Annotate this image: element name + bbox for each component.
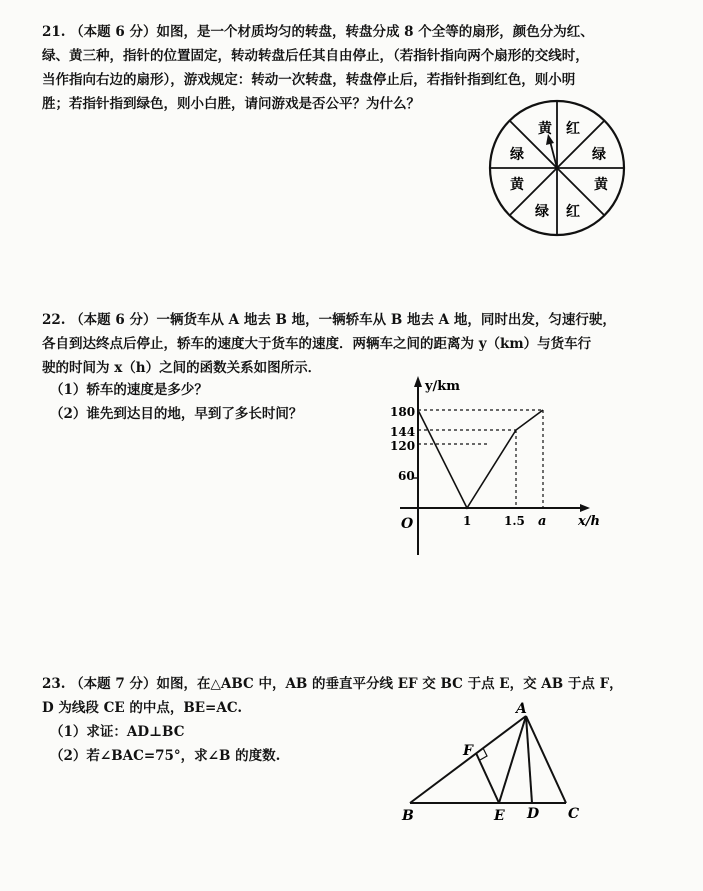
- question-22-text: [42, 308, 672, 380]
- origin-label: O: [401, 516, 414, 532]
- sector-label: 黄: [594, 177, 608, 193]
- point-C-label: C: [568, 806, 580, 822]
- y-tick-label: 144: [390, 425, 416, 439]
- sector-label: 绿: [592, 147, 606, 163]
- x-tick-label: 1.5: [504, 514, 525, 528]
- q21-line: 21. （本题 6 分）如图，是一个材质均匀的转盘，转盘分成 8 个全等的扇形，颜色分为红、: [42, 24, 594, 40]
- q23-line: 23. （本题 7 分）如图，在△ABC 中，AB 的垂直平分线 EF 交 BC 于点 E，交 AB 于点 F，: [42, 676, 623, 692]
- sector-label: 红: [566, 204, 580, 220]
- graph-polyline: [418, 410, 543, 508]
- q21-line: 当作指向右边的扇形），游戏规定：转动一次转盘，转盘停止后，若指针指到红色，则小明: [42, 72, 576, 88]
- sector-label: 绿: [535, 204, 549, 220]
- y-tick-label: 180: [390, 405, 416, 419]
- q22-line: 22. （本题 6 分）一辆货车从 A 地去 B 地，一辆轿车从 B 地去 A 地，同时出发，匀速行驶，: [42, 312, 616, 328]
- question-23-text: [42, 672, 672, 720]
- x-axis-arrow: [580, 504, 590, 512]
- y-tick-label: 120: [390, 439, 416, 453]
- q21-line: 绿、黄三种，指针的位置固定，转动转盘后任其自由停止，（若指针指向两个扇形的交线时，: [42, 48, 589, 64]
- point-F-label: F: [463, 743, 473, 759]
- y-axis-label: y/km: [425, 379, 461, 394]
- x-axis-label: x/h: [578, 514, 600, 529]
- spinner-wheel: [490, 101, 624, 235]
- q23-sub2: （2）若∠BAC=75°，求∠B 的度数.: [50, 748, 281, 764]
- q23-line: D 为线段 CE 的中点，BE=AC.: [42, 700, 243, 716]
- sector-label: 黄: [538, 121, 552, 137]
- point-B-label: B: [402, 808, 414, 824]
- point-D-label: D: [527, 806, 540, 822]
- q22-sub2: （2）谁先到达目的地，早到了多长时间？: [50, 406, 303, 422]
- x-tick-label: a: [538, 514, 547, 529]
- q22-line: 驶的时间为 x（h）之间的函数关系如图所示．: [42, 360, 322, 376]
- sector-label: 黄: [510, 177, 524, 193]
- point-A-label: A: [516, 701, 527, 717]
- y-tick-label: 60: [398, 469, 415, 483]
- point-E-label: E: [494, 808, 505, 824]
- distance-time-graph: [390, 376, 600, 555]
- triangle-figure: [410, 716, 566, 803]
- q21-line: 胜；若指针指到绿色，则小白胜，请问游戏是否公平？为什么？: [42, 96, 420, 112]
- sector-label: 红: [566, 121, 580, 137]
- q23-sub1: （1）求证：AD⊥BC: [50, 724, 185, 740]
- x-tick-label: 1: [463, 514, 472, 528]
- q22-sub1: （1）轿车的速度是多少？: [50, 382, 208, 398]
- q22-line: 各自到达终点后停止，轿车的速度大于货车的速度．两辆车之间的距离为 y（km）与货车行: [42, 336, 592, 352]
- sector-label: 绿: [510, 147, 524, 163]
